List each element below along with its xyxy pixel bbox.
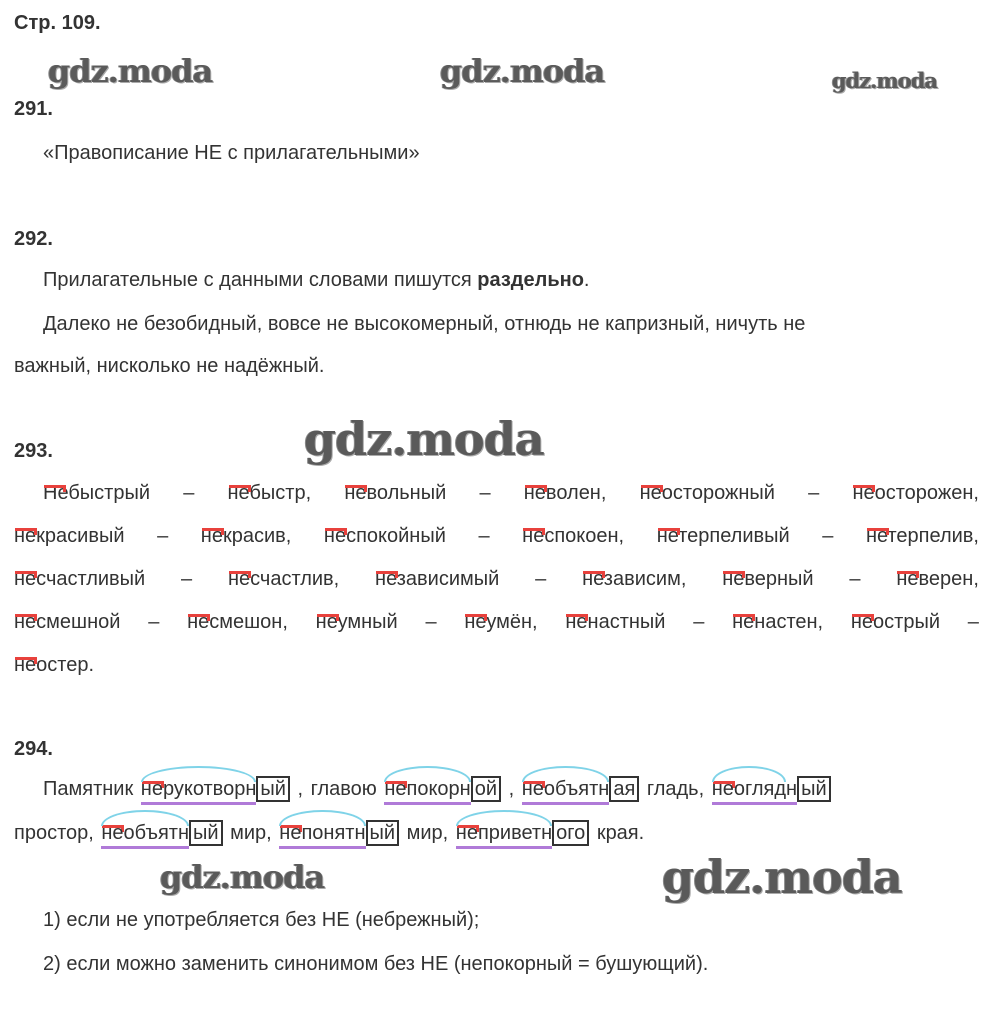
word: независимый	[375, 568, 500, 590]
suffix: н	[786, 778, 798, 800]
exercise-number: 294.	[14, 738, 53, 760]
word-root: неогляд	[711, 778, 787, 800]
word: Памятник	[43, 778, 134, 800]
word: неспокойный	[323, 525, 446, 547]
watermark: gdz.moda	[832, 68, 938, 93]
word: нетерпеливый	[656, 525, 790, 547]
dash: –	[693, 611, 705, 633]
word: неволен,	[523, 482, 607, 504]
word: небыстр,	[227, 482, 312, 504]
word: неосторожный	[639, 482, 775, 504]
word: неумный	[315, 611, 398, 633]
word-root: непонятн	[279, 822, 366, 844]
dash: –	[479, 482, 491, 504]
watermark: gdz.moda	[48, 52, 213, 90]
text-line	[43, 482, 979, 505]
word-root: непокорн	[384, 778, 471, 800]
text-fragment: .	[583, 269, 590, 291]
ending-box: ого	[552, 820, 589, 846]
word: независим,	[582, 568, 687, 590]
dash: –	[849, 568, 861, 590]
word-stem	[522, 778, 610, 805]
dash: –	[478, 525, 490, 547]
word: ненастен,	[732, 611, 824, 633]
text-line	[14, 822, 644, 849]
text-line	[14, 525, 979, 548]
exercise-number: 293.	[14, 440, 53, 462]
word: некрасив,	[200, 525, 292, 547]
word-root: неприветн	[455, 822, 553, 844]
word: нетерпелив,	[865, 525, 979, 547]
bold-answer: раздельно	[477, 269, 584, 291]
word: неостер.	[14, 654, 95, 676]
watermark: gdz.moda	[662, 850, 902, 904]
word: мир,	[230, 822, 272, 844]
word: неверный	[722, 568, 814, 590]
word: главою	[310, 778, 377, 800]
word-root: нерукотворн	[140, 778, 257, 800]
word: неосторожен,	[852, 482, 979, 504]
word: неумён,	[464, 611, 538, 633]
word: ненастный	[565, 611, 666, 633]
exercise-number: 291.	[14, 98, 53, 120]
page-label: Стр. 109.	[14, 12, 101, 34]
word-root: необъятн	[101, 822, 190, 844]
ending-box: ый	[366, 820, 400, 846]
word-stem	[384, 778, 470, 805]
ending-box: ый	[189, 820, 223, 846]
watermark: gdz.moda	[160, 858, 325, 896]
dash: –	[822, 525, 834, 547]
word: гладь,	[646, 778, 705, 800]
exercise-text: важный, нисколько не надёжный.	[14, 355, 325, 377]
ending-box: ая	[609, 776, 639, 802]
comma: ,	[508, 778, 515, 800]
text-fragment: Прилагательные с данными словами пишутся	[43, 269, 478, 291]
dash: –	[425, 611, 437, 633]
word: Небыстрый	[43, 482, 151, 504]
rule-text: 1) если не употребляется без НЕ (небрежный);	[43, 909, 480, 931]
dash: –	[535, 568, 547, 590]
dash: –	[181, 568, 193, 590]
ending-box: ой	[471, 776, 501, 802]
exercise-number: 292.	[14, 228, 53, 250]
ending-box: ый	[256, 776, 290, 802]
exercise-text: Далеко не безобидный, вовсе не высокомерный, отнюдь не капризный, ничуть не	[43, 313, 806, 335]
rule-text: 2) если можно заменить синонимом без НЕ (непокорный = бушующий).	[43, 953, 709, 975]
word: неострый	[850, 611, 940, 633]
word-stem	[456, 822, 552, 849]
dash: –	[183, 482, 195, 504]
word: некрасивый	[14, 525, 125, 547]
word: неспокоен,	[522, 525, 625, 547]
ending-box: ый	[797, 776, 831, 802]
word: края.	[596, 822, 645, 844]
dash: –	[967, 611, 979, 633]
word-stem	[141, 778, 257, 805]
exercise-text: «Правописание НЕ с прилагательными»	[43, 142, 420, 164]
word: несчастлив,	[227, 568, 340, 590]
comma: ,	[297, 778, 304, 800]
word-stem	[712, 778, 797, 805]
watermark: gdz.moda	[440, 52, 605, 90]
watermark: gdz.moda	[304, 412, 544, 466]
word: невольный	[344, 482, 447, 504]
word: простор,	[14, 822, 94, 844]
dash: –	[808, 482, 820, 504]
text-line	[14, 654, 979, 677]
dash: –	[148, 611, 160, 633]
word: несмешон,	[187, 611, 288, 633]
dash: –	[157, 525, 169, 547]
exercise-text	[43, 269, 589, 292]
word-stem	[101, 822, 189, 849]
text-line	[14, 611, 979, 634]
text-line	[14, 568, 979, 591]
word: мир,	[406, 822, 449, 844]
word: несчастливый	[14, 568, 146, 590]
word: несмешной	[14, 611, 121, 633]
word: неверен,	[896, 568, 979, 590]
text-line	[43, 778, 831, 805]
word-root: необъятн	[521, 778, 610, 800]
word-stem	[279, 822, 365, 849]
